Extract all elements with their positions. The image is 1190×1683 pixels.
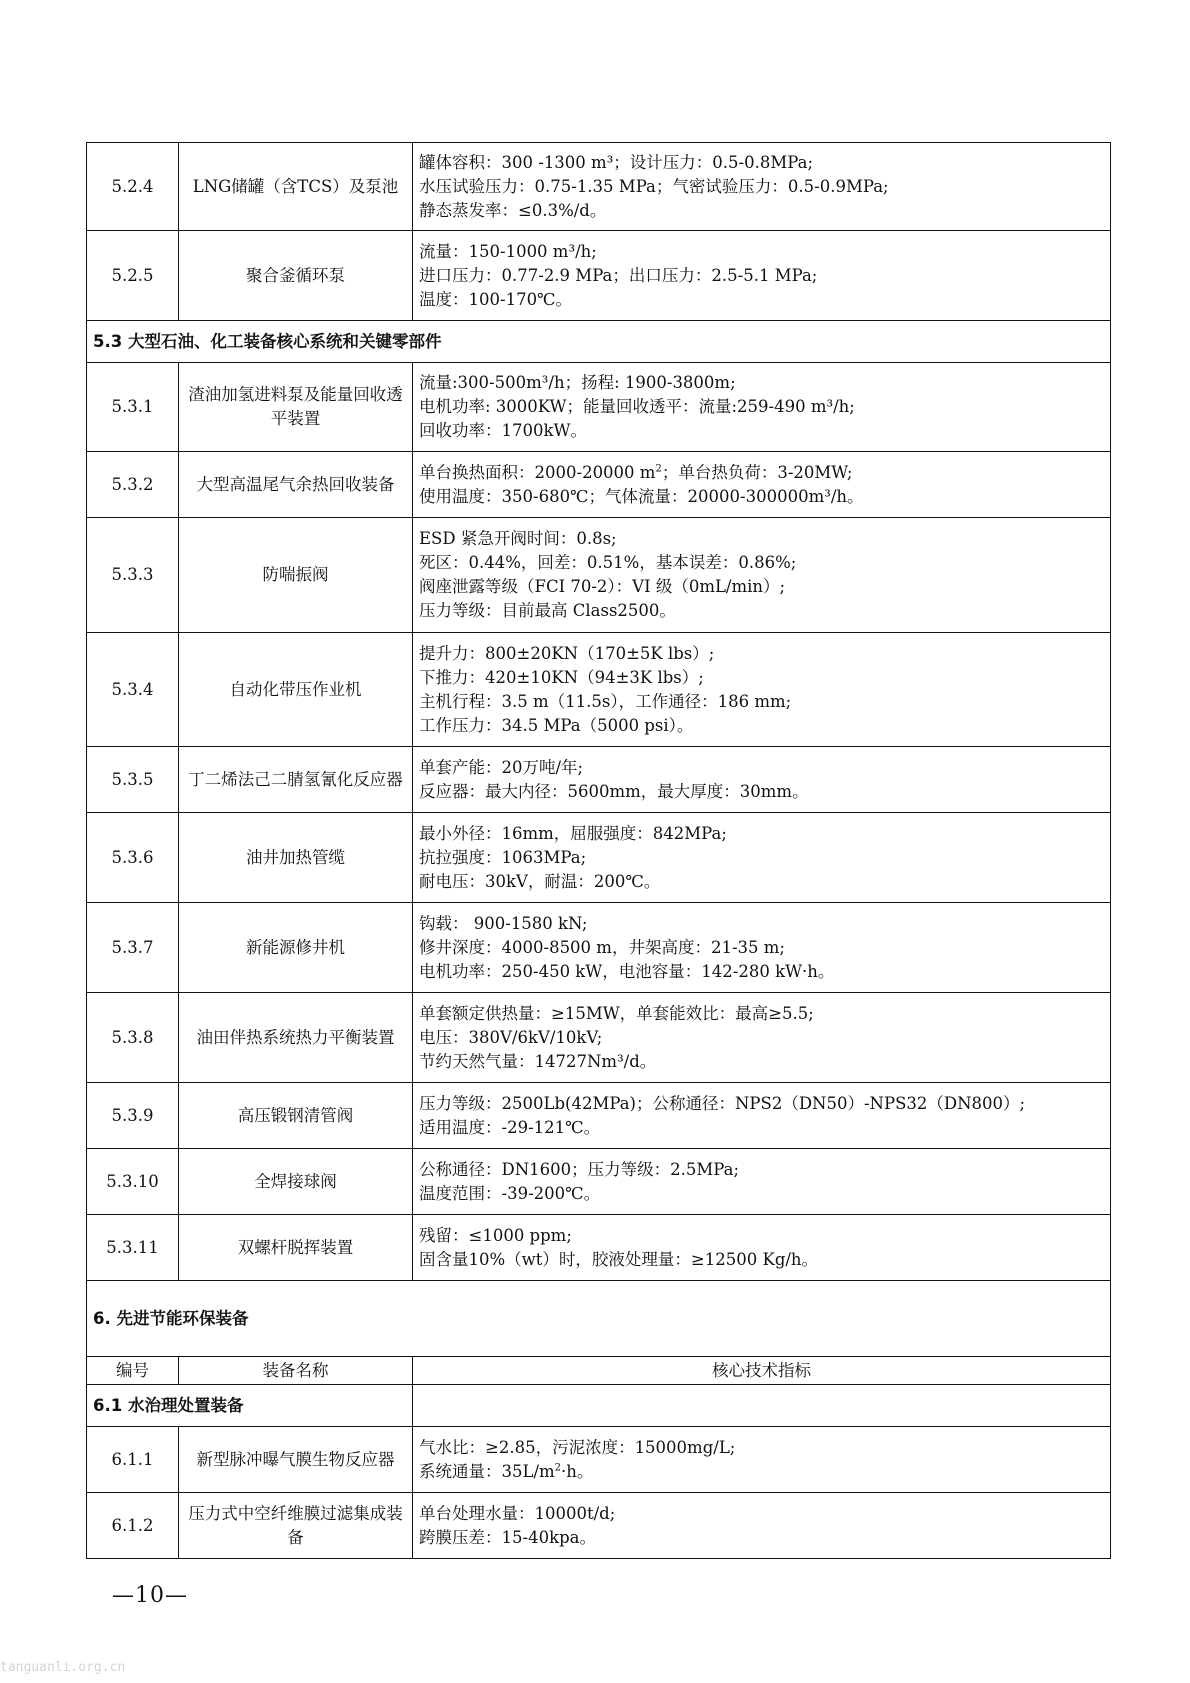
spec-line: 残留：≤1000 ppm; [419, 1225, 572, 1245]
table-row [87, 1149, 1111, 1215]
table-row [87, 1083, 1111, 1149]
spec-line: 回收功率：1700kW。 [419, 421, 587, 440]
table-row [87, 231, 1111, 321]
spec-line: 使用温度：350-680℃；气体流量：20000-300000m³/h。 [419, 486, 864, 506]
spec-indicators [413, 1215, 1111, 1281]
equipment-name: 压力式中空纤维膜过滤集成装备 [179, 1493, 413, 1559]
column-header-number: 编号 [87, 1357, 179, 1385]
column-header-spec: 核心技术指标 [413, 1357, 1111, 1385]
spec-indicators [413, 143, 1111, 231]
spec-line: 阀座泄露等级（FCI 70-2）：VI 级（0mL/min）; [419, 577, 786, 596]
equipment-name: 渣油加氢进料泵及能量回收透平装置 [179, 363, 413, 452]
equipment-name: 聚合釜循环泵 [179, 231, 413, 321]
spec-line: 钩载： 900-1580 kN; [419, 913, 588, 933]
spec-indicators [413, 518, 1111, 633]
spec-line: 电压：380V/6kV/10kV; [419, 1027, 603, 1047]
watermark-text: tanguanli.org.cn [0, 1660, 126, 1675]
spec-indicators [413, 452, 1111, 518]
spec-line: 工作压力：34.5 MPa（5000 psi）。 [419, 715, 694, 735]
spec-line: 罐体容积：300 -1300 m³；设计压力：0.5-0.8MPa; [419, 152, 814, 172]
spec-line: 单套额定供热量：≥15MW，单套能效比：最高≥5.5; [419, 1003, 814, 1023]
equipment-name: 油井加热管缆 [179, 813, 413, 903]
spec-line: 单套产能：20万吨/年; [419, 757, 584, 777]
table-row [87, 903, 1111, 993]
item-number: 5.3.4 [87, 633, 179, 747]
spec-indicators [413, 1427, 1111, 1493]
section-heading: 6.1 水治理处置装备 [87, 1385, 413, 1427]
table-row [87, 813, 1111, 903]
equipment-name: 防喘振阀 [179, 518, 413, 633]
table-row [87, 633, 1111, 747]
header-row [87, 1357, 1111, 1385]
section-heading: 5.3 大型石油、化工装备核心系统和关键零部件 [87, 321, 1111, 363]
spec-indicators [413, 1493, 1111, 1559]
chapter-heading-row [87, 1281, 1111, 1357]
table-row [87, 1427, 1111, 1493]
equipment-name: 高压锻钢清管阀 [179, 1083, 413, 1149]
item-number: 5.3.8 [87, 993, 179, 1083]
spec-table [86, 142, 1111, 1559]
table-row [87, 518, 1111, 633]
spec-line: 系统通量：$35L/m^2\cdot h$。 [419, 1461, 594, 1481]
item-number: 5.3.3 [87, 518, 179, 633]
spec-indicators [413, 993, 1111, 1083]
item-number: 5.3.7 [87, 903, 179, 993]
section-heading-row [87, 1385, 1111, 1427]
spec-line: 压力等级：目前最高 Class2500。 [419, 601, 676, 620]
equipment-name: LNG储罐（含TCS）及泵池 [179, 143, 413, 231]
page-number: —10— [112, 1583, 188, 1608]
spec-line: 节约天然气量：14727Nm³/d。 [419, 1051, 657, 1071]
spec-indicators [413, 1149, 1111, 1215]
table-row [87, 452, 1111, 518]
table-row [87, 143, 1111, 231]
spec-line: 温度范围：-39-200℃。 [419, 1183, 601, 1203]
spec-indicators [413, 633, 1111, 747]
spec-line: 单台换热面积：2000-20000 $m^2$；单台热负荷：3-20MW; [419, 462, 853, 482]
spec-line: 固含量10%（wt）时，胶液处理量：≥12500 Kg/h。 [419, 1249, 819, 1269]
spec-line: 最小外径：16mm，屈服强度：842MPa; [419, 823, 727, 843]
spec-line: 抗拉强度：1063MPa; [419, 847, 587, 867]
chapter-heading: 6. 先进节能环保装备 [87, 1281, 1111, 1357]
spec-indicators [413, 903, 1111, 993]
section-heading-row [87, 321, 1111, 363]
spec-line: 公称通径：DN1600；压力等级：2.5MPa; [419, 1159, 740, 1179]
spec-line: 反应器：最大内径：5600mm，最大厚度：30mm。 [419, 781, 809, 801]
spec-line: 死区：0.44%，回差：0.51%，基本误差：0.86%; [419, 553, 797, 572]
item-number: 5.3.1 [87, 363, 179, 452]
spec-indicators [413, 363, 1111, 452]
item-number: 5.3.9 [87, 1083, 179, 1149]
spec-line: 温度：100-170℃。 [419, 289, 573, 309]
spec-indicators [413, 813, 1111, 903]
spec-line: ESD 紧急开阀时间：0.8s; [419, 529, 617, 548]
spec-line: 下推力：420±10KN（94±3K lbs）; [419, 667, 704, 687]
spec-line: 提升力：800±20KN（170±5K lbs）; [419, 643, 715, 663]
equipment-name: 自动化带压作业机 [179, 633, 413, 747]
spec-line: 流量：150-1000 m³/h; [419, 241, 597, 261]
spec-indicators [413, 1083, 1111, 1149]
table-row [87, 363, 1111, 452]
spec-indicators [413, 747, 1111, 813]
spec-line: 耐电压：30kV，耐温：200℃。 [419, 871, 661, 891]
spec-line: 进口压力：0.77-2.9 MPa；出口压力：2.5-5.1 MPa; [419, 265, 818, 285]
column-header-name: 装备名称 [179, 1357, 413, 1385]
spec-line: 静态蒸发率：≤0.3%/d。 [419, 200, 607, 220]
item-number: 6.1.2 [87, 1493, 179, 1559]
equipment-name: 双螺杆脱挥装置 [179, 1215, 413, 1281]
spec-line: 流量:300-500m³/h；扬程: 1900-3800m; [419, 373, 736, 392]
spec-line: 修井深度：4000-8500 m，井架高度：21-35 m; [419, 937, 785, 957]
item-number: 6.1.1 [87, 1427, 179, 1493]
item-number: 5.3.6 [87, 813, 179, 903]
spec-line: 单台处理水量：10000t/d; [419, 1503, 616, 1523]
item-number: 5.3.2 [87, 452, 179, 518]
spec-line: 电机功率：250-450 kW，电池容量：142-280 kW·h。 [419, 961, 835, 981]
item-number: 5.3.11 [87, 1215, 179, 1281]
empty-cell [413, 1385, 1111, 1427]
item-number: 5.3.10 [87, 1149, 179, 1215]
spec-line: 气水比：≥2.85，污泥浓度：15000mg/L; [419, 1437, 736, 1457]
spec-line: 压力等级：2500Lb(42MPa)；公称通径：NPS2（DN50）-NPS32（DN800）; [419, 1093, 1026, 1113]
equipment-name: 新能源修井机 [179, 903, 413, 993]
item-number: 5.2.4 [87, 143, 179, 231]
table-row [87, 993, 1111, 1083]
table-row [87, 1493, 1111, 1559]
spec-line: 主机行程：3.5 m（11.5s），工作通径：186 mm; [419, 691, 792, 711]
spec-line: 跨膜压差：15-40kpa。 [419, 1527, 596, 1547]
table-row [87, 1215, 1111, 1281]
spec-line: 水压试验压力：0.75-1.35 MPa；气密试验压力：0.5-0.9MPa; [419, 176, 889, 196]
equipment-name: 油田伴热系统热力平衡装置 [179, 993, 413, 1083]
equipment-name: 全焊接球阀 [179, 1149, 413, 1215]
equipment-name: 丁二烯法己二腈氢氰化反应器 [179, 747, 413, 813]
item-number: 5.3.5 [87, 747, 179, 813]
spec-indicators [413, 231, 1111, 321]
spec-line: 适用温度：-29-121℃。 [419, 1117, 601, 1137]
item-number: 5.2.5 [87, 231, 179, 321]
table-row [87, 747, 1111, 813]
spec-line: 电机功率: 3000KW；能量回收透平：流量:259-490 m³/h; [419, 397, 855, 416]
equipment-name: 大型高温尾气余热回收装备 [179, 452, 413, 518]
equipment-name: 新型脉冲曝气膜生物反应器 [179, 1427, 413, 1493]
